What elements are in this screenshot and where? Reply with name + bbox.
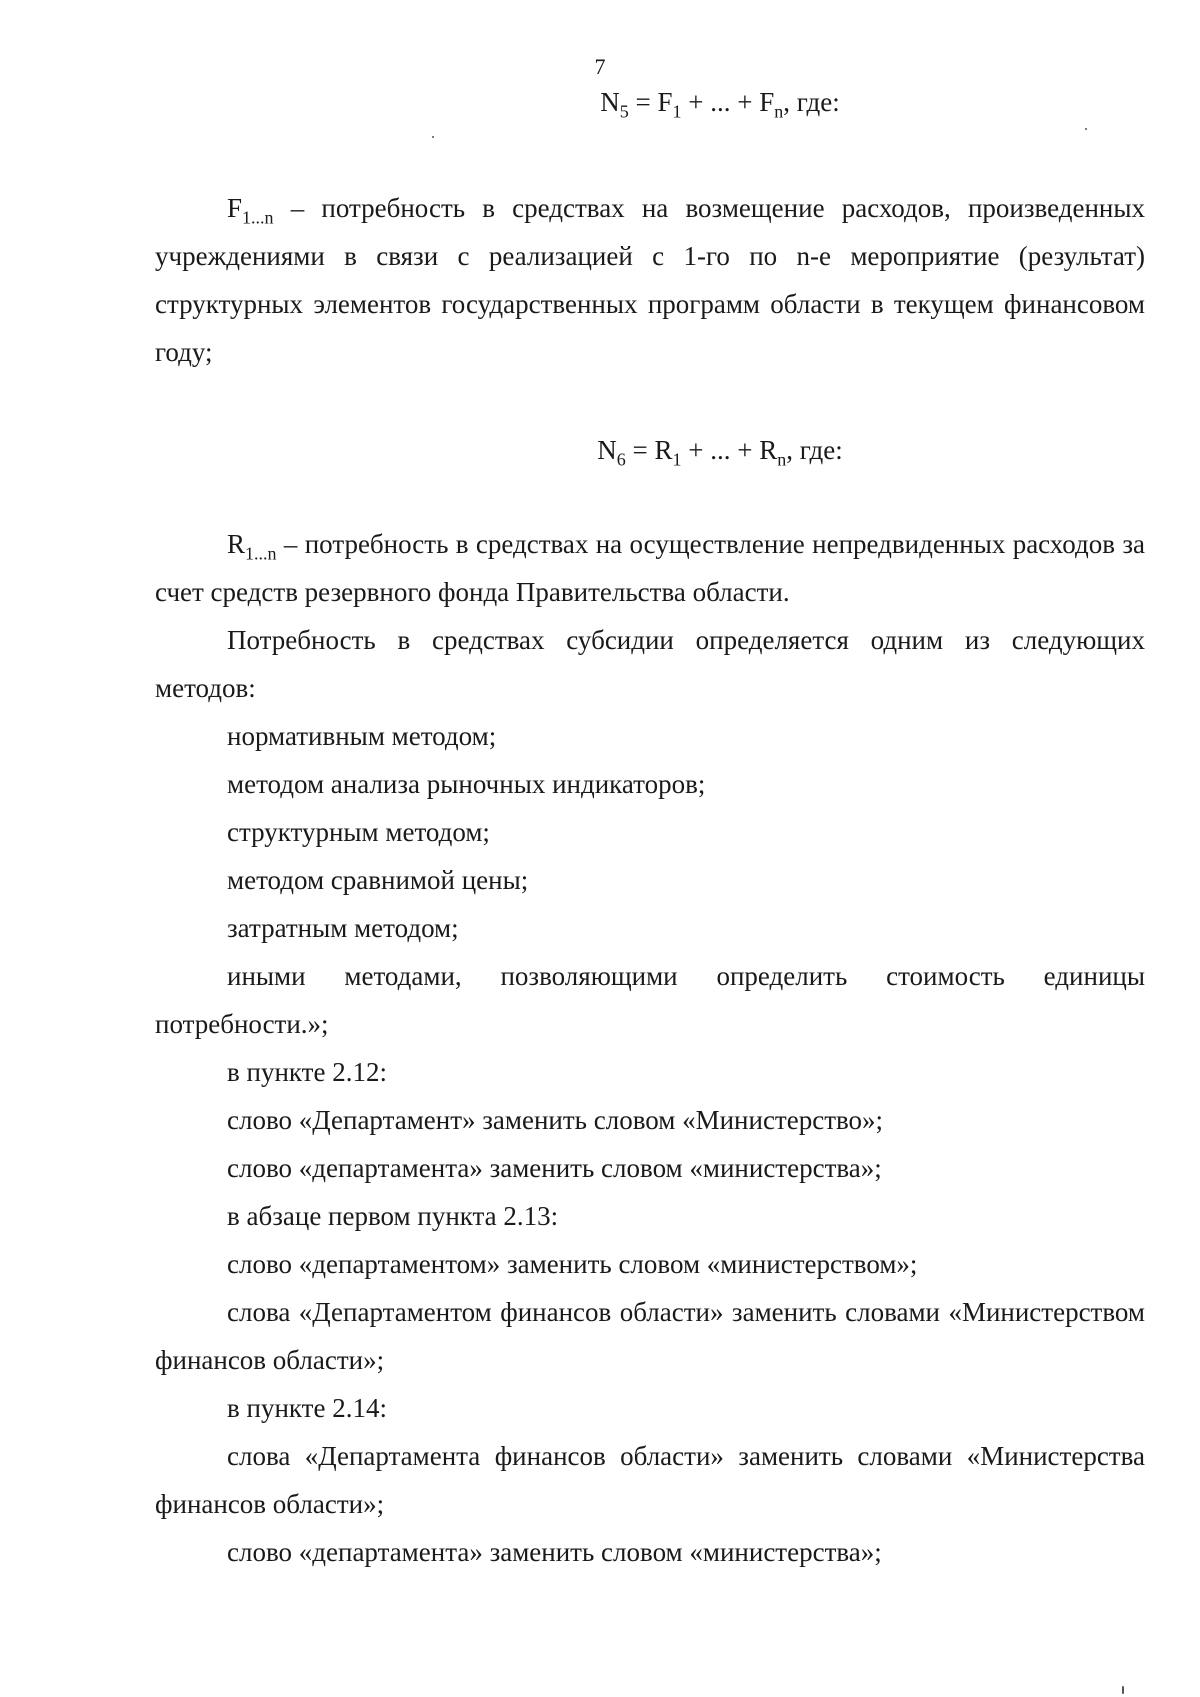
- formula-n6-term2-sub: n: [777, 449, 787, 470]
- formula-n5-lhs: N: [600, 87, 620, 117]
- scan-speck: [1085, 128, 1087, 130]
- definition-f-text: – потребность в средствах на возмещение расходов, произведенных учреждениями в связи с реализацией с 1-го по n-е мероприятие (результат) структурных элементов государственных программ области в текущем финансовом году;: [155, 193, 1145, 367]
- formula-n5-term2: F: [759, 87, 775, 117]
- method-item: методом анализа рыночных индикаторов;: [227, 769, 706, 799]
- definition-f: [155, 184, 1145, 376]
- definition-r-symbol: R: [227, 529, 246, 559]
- method-item: структурным методом;: [227, 817, 490, 847]
- scan-speck: [432, 136, 434, 138]
- document-body: [155, 78, 1145, 1576]
- formula-n6-term1: R: [654, 435, 673, 465]
- page-number: 7: [594, 54, 606, 79]
- scan-speck: [1122, 1686, 1124, 1694]
- formula-n6-tail: , где:: [786, 435, 843, 465]
- amendment-last: слово «департамента» заменить словом «министерства»;: [227, 1537, 882, 1567]
- method-item-last: иными методами, позволяющими определить стоимость единицы потребности.»;: [155, 961, 1145, 1039]
- method-item: нормативным методом;: [227, 721, 497, 751]
- amendment-item: слово «департаментом» заменить словом «министерством»;: [227, 1249, 918, 1279]
- formula-n6-eq: =: [625, 435, 655, 465]
- amendment-item: слово «департамента» заменить словом «министерства»;: [227, 1153, 882, 1183]
- definition-r: [155, 520, 1145, 616]
- amendment-long-1: слова «Департаментом финансов области» заменить словами «Министерством финансов области»;: [155, 1297, 1145, 1375]
- formula-n6-term2: R: [759, 435, 778, 465]
- amendment-long-2: слова «Департамента финансов области» заменить словами «Министерства финансов области»;: [155, 1441, 1145, 1519]
- formula-n6-lhs-sub: 6: [616, 449, 626, 470]
- method-item: затратным методом;: [227, 913, 459, 943]
- formula-n5-term1-sub: 1: [672, 101, 682, 122]
- definition-f-symbol: F: [227, 193, 243, 223]
- formula-n6-mid: + ... +: [681, 435, 760, 465]
- formula-n5-lhs-sub: 5: [619, 101, 629, 122]
- formula-n6-lhs: N: [597, 435, 617, 465]
- methods-intro: Потребность в средствах субсидии определяется одним из следующих методов:: [155, 625, 1145, 703]
- definition-r-symbol-sub: 1...n: [245, 543, 277, 564]
- amendment-item: в пункте 2.12:: [227, 1057, 387, 1087]
- formula-n5: [155, 78, 1145, 126]
- amendment-item: слово «Департамент» заменить словом «Министерство»;: [227, 1105, 884, 1135]
- amendment-item-2-14: в пункте 2.14:: [227, 1393, 387, 1423]
- formula-n5-term2-sub: n: [774, 101, 784, 122]
- formula-n5-term1: F: [657, 87, 673, 117]
- method-item: методом сравнимой цены;: [227, 865, 529, 895]
- formula-n6: [155, 426, 1145, 474]
- definition-f-symbol-sub: 1...n: [242, 207, 274, 228]
- amendment-item: в абзаце первом пункта 2.13:: [227, 1201, 559, 1231]
- formula-n5-mid: + ... +: [681, 87, 760, 117]
- definition-r-text: – потребность в средствах на осуществление непредвиденных расходов за счет средств резервного фонда Правительства области.: [155, 529, 1145, 607]
- formula-n5-tail: , где:: [783, 87, 840, 117]
- formula-n5-eq: =: [628, 87, 658, 117]
- formula-n6-term1-sub: 1: [672, 449, 682, 470]
